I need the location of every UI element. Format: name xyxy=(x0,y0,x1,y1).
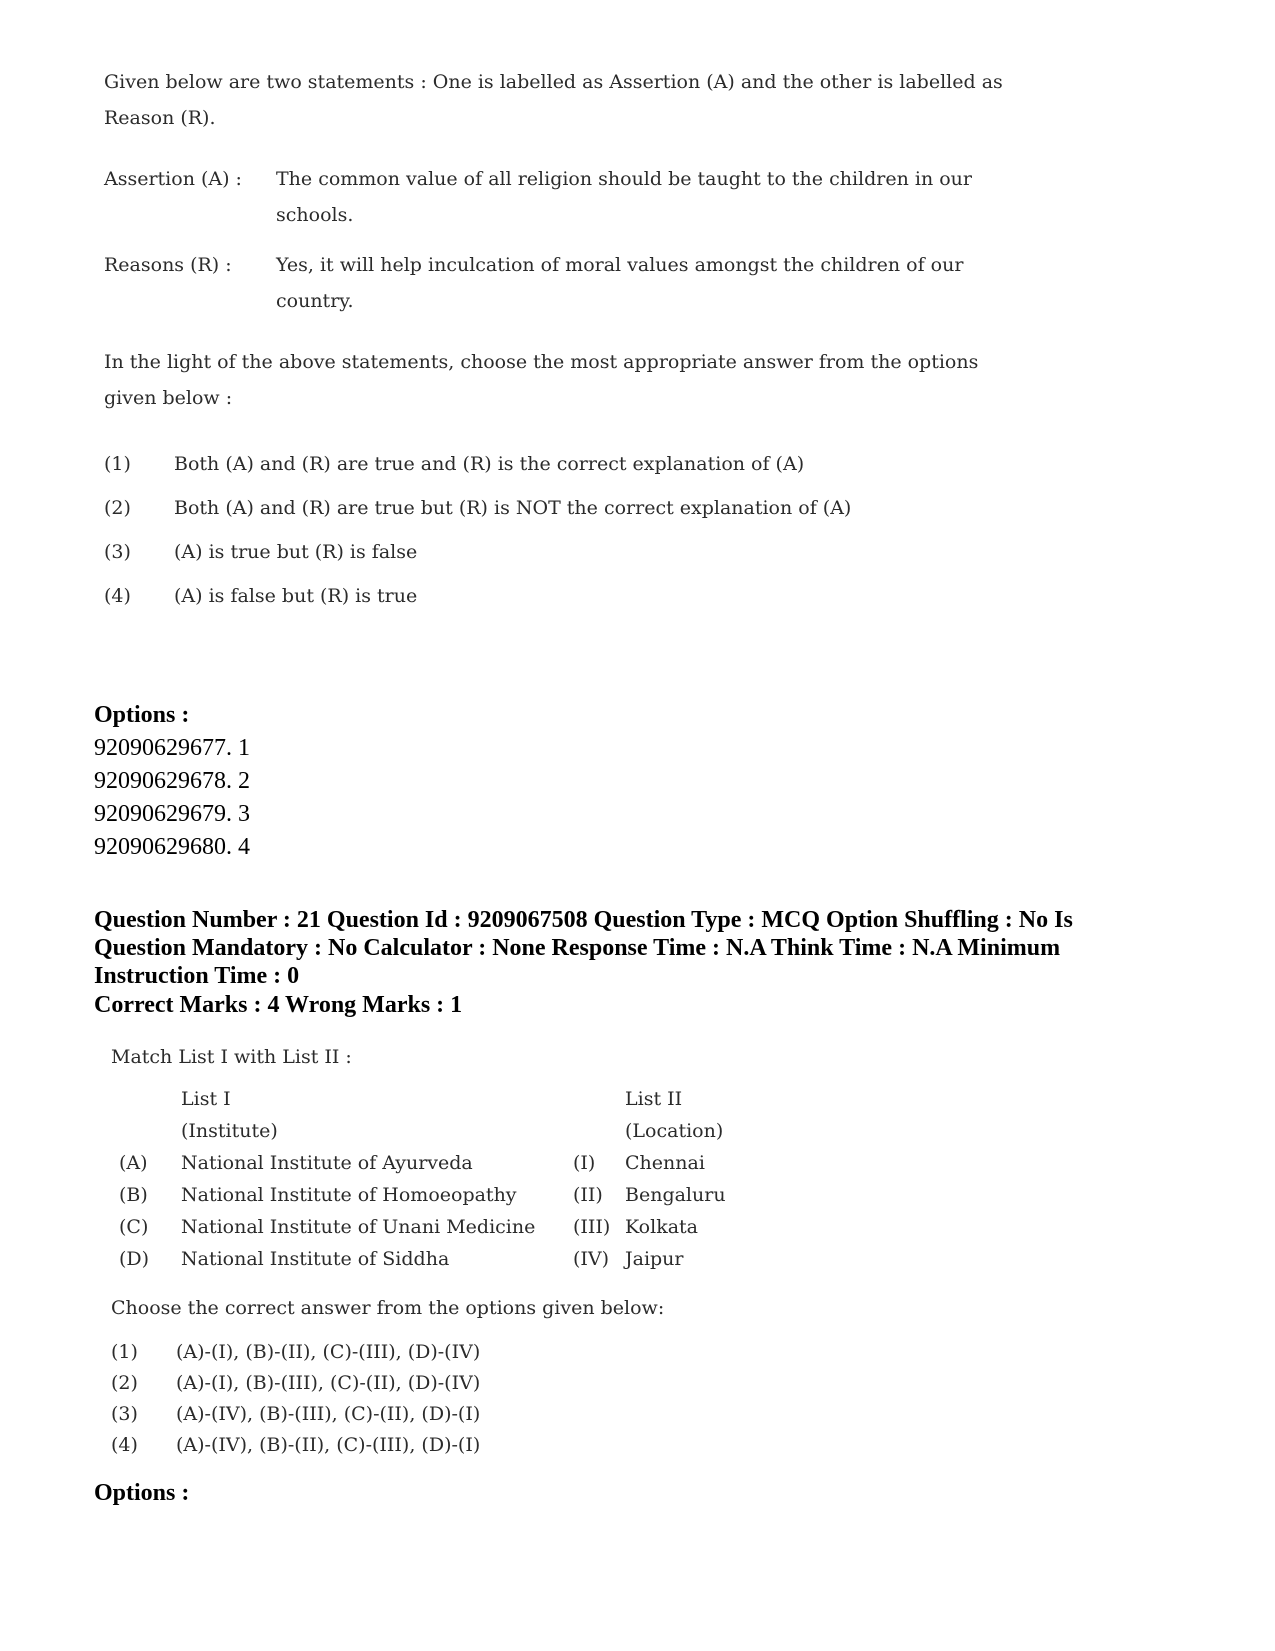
q20-choices xyxy=(104,442,851,618)
table-row xyxy=(119,1152,755,1184)
q20-intro-line2: Reason (R). xyxy=(104,107,216,129)
q20-prompt-line1: In the light of the above statements, choose the most appropriate answer from the options xyxy=(104,351,979,373)
reason-line1: Yes, it will help inculcation of moral values amongst the children of our xyxy=(276,254,964,276)
q21-choices xyxy=(111,1337,480,1461)
q21-header-line2: Question Mandatory : No Calculator : None Response Time : N.A Think Time : N.A Minimum xyxy=(94,935,1061,961)
reason-line2: country. xyxy=(276,290,354,312)
q20-intro-line1: Given below are two statements : One is labelled as Assertion (A) and the other is labelled as xyxy=(104,71,1003,93)
row-location: Chennai xyxy=(625,1152,705,1174)
q20-intro xyxy=(104,64,1003,136)
choice-item xyxy=(111,1368,480,1399)
q21-header xyxy=(94,906,1154,990)
assertion-line1: The common value of all religion should be taught to the children in our xyxy=(276,168,972,190)
q21-choose-prompt: Choose the correct answer from the options given below: xyxy=(111,1297,665,1319)
option-item: 92090629678. 2 xyxy=(94,768,250,794)
choice-item xyxy=(111,1399,480,1430)
row-location: Jaipur xyxy=(625,1248,684,1270)
row-key-list2: (II) xyxy=(573,1184,603,1206)
choice-text: (A)-(IV), (B)-(II), (C)-(III), (D)-(I) xyxy=(176,1434,481,1456)
choice-number: (2) xyxy=(111,1372,138,1394)
row-institute: National Institute of Homoeopathy xyxy=(181,1184,517,1206)
list2-title: List II xyxy=(625,1088,683,1110)
choice-number: (1) xyxy=(104,453,131,475)
row-location: Kolkata xyxy=(625,1216,699,1238)
row-key-list1: (B) xyxy=(119,1184,148,1206)
q20-options-title: Options : xyxy=(94,702,190,728)
choice-item xyxy=(111,1337,480,1368)
assertion-line2: schools. xyxy=(276,204,354,226)
row-institute: National Institute of Siddha xyxy=(181,1248,450,1270)
q21-options-title: Options : xyxy=(94,1480,190,1506)
match-table-container xyxy=(119,1088,755,1280)
list1-title: List I xyxy=(181,1088,231,1110)
option-item: 92090629679. 3 xyxy=(94,801,250,827)
choice-number: (4) xyxy=(104,585,131,607)
q20-options-list xyxy=(94,732,250,864)
choice-item xyxy=(104,530,851,574)
q20-reason xyxy=(104,247,1004,319)
match-table xyxy=(119,1088,755,1280)
reason-label: Reasons (R) : xyxy=(104,254,232,276)
q20-prompt xyxy=(104,344,978,416)
choice-text: (A) is true but (R) is false xyxy=(174,541,418,563)
choice-item xyxy=(111,1430,480,1461)
table-row xyxy=(119,1184,755,1216)
q21-prompt: Match List I with List II : xyxy=(111,1046,352,1068)
choice-text: (A)-(I), (B)-(II), (C)-(III), (D)-(IV) xyxy=(176,1341,481,1363)
option-item: 92090629677. 1 xyxy=(94,735,250,761)
choice-number: (3) xyxy=(111,1403,138,1425)
row-institute: National Institute of Unani Medicine xyxy=(181,1216,536,1238)
option-item: 92090629680. 4 xyxy=(94,834,250,860)
q20-prompt-line2: given below : xyxy=(104,387,233,409)
row-key-list2: (III) xyxy=(573,1216,611,1238)
row-location: Bengaluru xyxy=(625,1184,726,1206)
choice-text: (A) is false but (R) is true xyxy=(174,585,418,607)
choice-item xyxy=(104,442,851,486)
row-key-list1: (C) xyxy=(119,1216,149,1238)
q20-assertion xyxy=(104,161,1004,233)
list2-subtitle: (Location) xyxy=(625,1120,724,1142)
row-key-list2: (I) xyxy=(573,1152,596,1174)
choice-number: (2) xyxy=(104,497,131,519)
table-row xyxy=(119,1248,755,1280)
q21-header-line1: Question Number : 21 Question Id : 9209067508 Question Type : MCQ Option Shuffling : No Is xyxy=(94,907,1073,933)
choice-item xyxy=(104,486,851,530)
list1-subtitle: (Institute) xyxy=(181,1120,278,1142)
table-row xyxy=(119,1216,755,1248)
choice-item xyxy=(104,574,851,618)
choice-number: (1) xyxy=(111,1341,138,1363)
choice-text: (A)-(IV), (B)-(III), (C)-(II), (D)-(I) xyxy=(176,1403,481,1425)
row-key-list2: (IV) xyxy=(573,1248,610,1270)
choice-number: (3) xyxy=(104,541,131,563)
choice-text: (A)-(I), (B)-(III), (C)-(II), (D)-(IV) xyxy=(176,1372,481,1394)
q21-marks: Correct Marks : 4 Wrong Marks : 1 xyxy=(94,992,463,1018)
row-key-list1: (A) xyxy=(119,1152,148,1174)
assertion-label: Assertion (A) : xyxy=(104,168,242,190)
choice-text: Both (A) and (R) are true and (R) is the correct explanation of (A) xyxy=(174,453,805,475)
choice-text: Both (A) and (R) are true but (R) is NOT the correct explanation of (A) xyxy=(174,497,852,519)
choice-number: (4) xyxy=(111,1434,138,1456)
q21-header-line3: Instruction Time : 0 xyxy=(94,963,300,989)
row-institute: National Institute of Ayurveda xyxy=(181,1152,473,1174)
row-key-list1: (D) xyxy=(119,1248,150,1270)
